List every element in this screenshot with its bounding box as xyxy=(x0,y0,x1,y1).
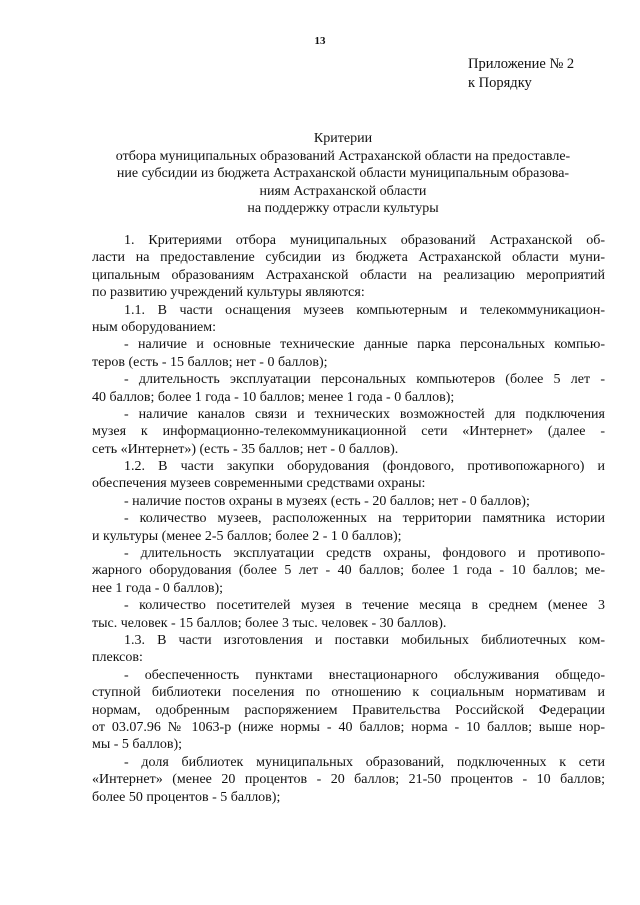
paragraph-line: - длительность эксплуатации персональных компьютеров (более 5 лет - xyxy=(124,372,605,388)
paragraph-line: более 50 процентов - 5 баллов); xyxy=(92,789,281,805)
appendix-number: Приложение № 2 xyxy=(468,56,575,72)
paragraph-line: - длительность эксплуатации средств охраны, фондового и противопо- xyxy=(124,546,605,562)
paragraph-line: 1. Критериями отбора муниципальных образований Астраханской об- xyxy=(124,233,605,248)
paragraph-line: нормам, одобренным распоряжением Правительства Российской Федерации xyxy=(92,702,605,718)
title-heading: Критерии xyxy=(313,131,373,146)
paragraph-line: нее 1 года - 0 баллов); xyxy=(92,580,224,596)
paragraph-line: 1.2. В части закупки оборудования (фондового, противопожарного) и xyxy=(124,459,605,475)
paragraph-line: - количество посетителей музея в течение месяца в среднем (менее 3 xyxy=(124,598,605,614)
paragraph-line: - обеспеченность пунктами внестационарного обслуживания общедо- xyxy=(124,667,605,683)
title-line: ниям Астраханской области xyxy=(259,183,427,199)
paragraph-line: 1.1. В части оснащения музеев компьютерным и телекоммуникацион- xyxy=(124,302,605,318)
paragraph-line: плексов: xyxy=(92,650,143,666)
paragraph-line: «Интернет» (менее 20 процентов - 20 баллов; 21-50 процентов - 10 баллов; xyxy=(92,772,605,788)
title-line: отбора муниципальных образований Астраханской области на предоставле- xyxy=(115,148,571,164)
page-number: 13 xyxy=(314,35,326,47)
criteria-body xyxy=(92,232,605,806)
paragraph-line: по развитию учреждений культуры являются: xyxy=(92,285,365,301)
paragraph-line: - количество музеев, расположенных на территории памятника истории xyxy=(124,511,605,527)
document-title xyxy=(75,130,611,218)
paragraph-line: 1.3. В части изготовления и поставки мобильных библиотечных ком- xyxy=(124,632,605,648)
paragraph-line: - доля библиотек муниципальных образований, подключенных к сети xyxy=(124,754,605,770)
paragraph-line: сеть «Интернет») (есть - 35 баллов; нет - 0 баллов). xyxy=(92,441,399,457)
paragraph-line: теров (есть - 15 баллов; нет - 0 баллов); xyxy=(92,354,328,370)
paragraph-line: - наличие постов охраны в музеях (есть - 20 баллов; нет - 0 баллов); xyxy=(124,493,530,509)
paragraph-line: ласти на предоставление субсидии из бюджета Астраханской области муни- xyxy=(92,250,605,266)
paragraph-line: 40 баллов; более 1 года - 10 баллов; менее 1 года - 0 баллов); xyxy=(92,389,455,405)
paragraph-line: ным оборудованием: xyxy=(92,319,217,335)
title-line: ние субсидии из бюджета Астраханской области муниципальным образова- xyxy=(116,166,570,181)
paragraph-line: тыс. человек - 15 баллов; более 3 тыс. человек - 30 баллов). xyxy=(92,615,447,631)
paragraph-line: ципальным образованиям Астраханской области на реализацию мероприятий xyxy=(92,267,605,283)
appendix-procedure: к Порядку xyxy=(468,75,532,91)
title-line: на поддержку отрасли культуры xyxy=(247,201,439,216)
paragraph-line: - наличие каналов связи и технических возможностей для подключения xyxy=(124,406,605,422)
paragraph-line: музея к информационно-телекоммуникационной сети «Интернет» (далее - xyxy=(92,424,605,440)
paragraph-line: ступной библиотеки поселения по отношению к социальным нормативам и xyxy=(92,685,605,701)
paragraph-line: от 03.07.96 № 1063-р (ниже нормы - 40 баллов; норма - 10 баллов; выше нор- xyxy=(92,719,605,735)
paragraph-line: жарного оборудования (более 5 лет - 40 баллов; более 1 года - 10 баллов; ме- xyxy=(92,563,605,579)
paragraph-line: мы - 5 баллов); xyxy=(92,737,183,753)
paragraph-line: - наличие и основные технические данные парка персональных компью- xyxy=(124,337,605,353)
paragraph-line: обеспечения музеев современными средствами охраны: xyxy=(92,476,426,492)
paragraph-line: и культуры (менее 2-5 баллов; более 2 - 1 0 баллов); xyxy=(92,528,402,544)
appendix-reference xyxy=(468,55,574,93)
